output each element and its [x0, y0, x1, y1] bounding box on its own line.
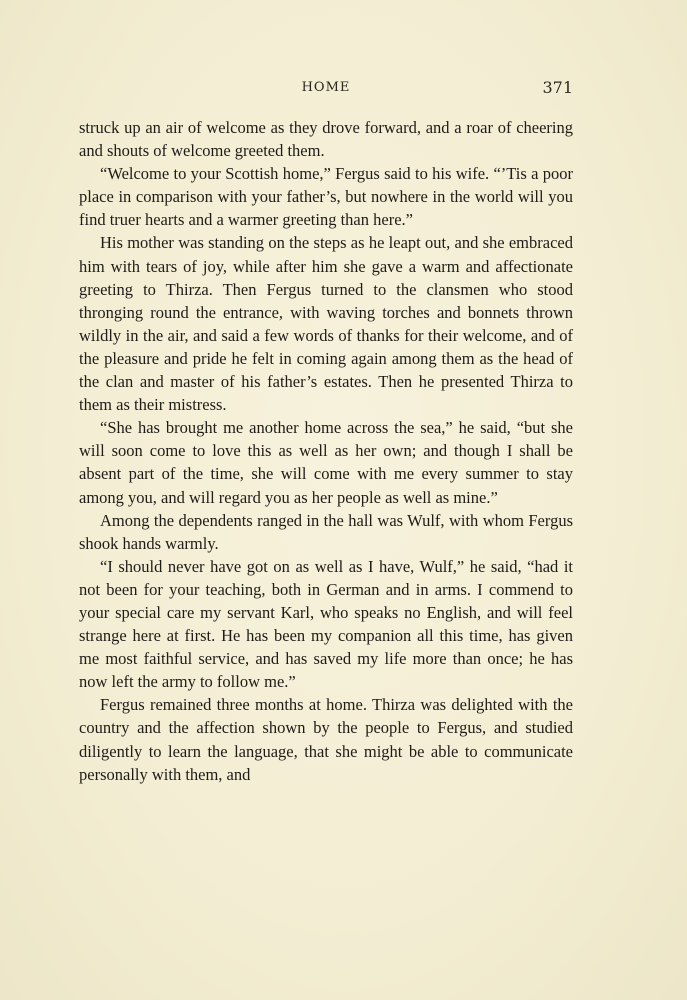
running-head [79, 78, 573, 100]
body-text [79, 116, 573, 786]
paragraph: “Welcome to your Scottish home,” Fergus said to his wife. “’Tis a poor place in comparison with your father’s, but nowhere in the world will you find truer hearts and a warmer greeting than here.” [79, 164, 573, 230]
paragraph: struck up an air of welcome as they drove forward, and a roar of cheering and shouts of welcome greeted them. [79, 118, 573, 161]
paragraph: Fergus remained three months at home. Thirza was delighted with the country and the affection shown by the people to Fergus, and studied diligently to learn the language, that she might be able to communicate personally with them, and [79, 695, 573, 784]
paragraph: “She has brought me another home across the sea,” he said, “but she will soon come to love this as well as her own; and though I shall be absent part of the time, she will come with me every summer to stay among you, and will regard you as her people as well as mine.” [79, 418, 573, 507]
paragraph: “I should never have got on as well as I have, Wulf,” he said, “had it not been for your teaching, both in German and in arms. I commend to your special care my servant Karl, who speaks no English, and will feel strange here at first. He has been my companion all this time, has given me most faithful service, and has saved my life more than once; he has now left the army to follow me.” [79, 556, 573, 692]
running-title: HOME [301, 80, 351, 95]
page-number: 371 [542, 78, 573, 97]
paragraph: His mother was standing on the steps as he leapt out, and she embraced him with tears of joy, while after him she gave a warm and affectionate greeting to Thirza. Then Fergus turned to the clansmen who stood thronging round the entrance, with waving torches and bonnets thrown wildly in the air, and said a few words of thanks for their welcome, and of the pleasure and pride he felt in coming again among them as the head of the clan and master of his father’s estates. Then he presented Thirza to them as their mistress. [79, 233, 573, 415]
paragraph: Among the dependents ranged in the hall was Wulf, with whom Fergus shook hands warmly. [79, 510, 573, 553]
